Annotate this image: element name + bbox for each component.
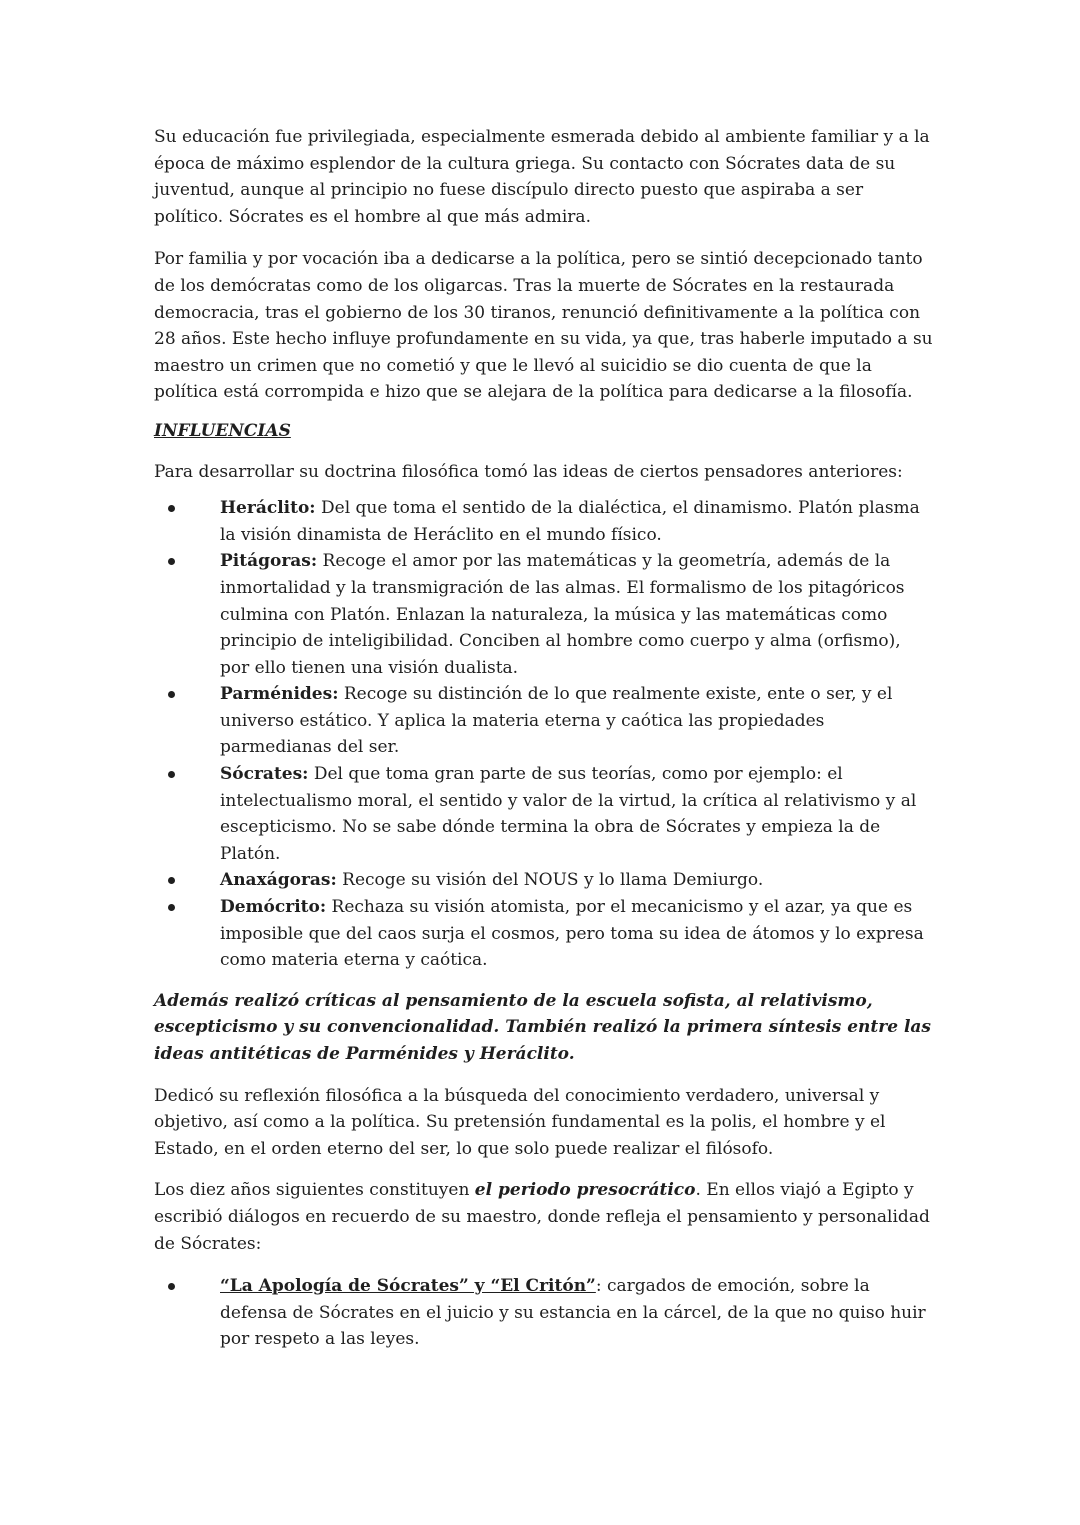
paragraph-reflection: Dedicó su reflexión filosófica a la búsqueda del conocimiento verdadero, universal y objetivo, así como a la política. Su pretensión fundamental es la polis, el hombre y el Estado, en el orden eterno del ser, lo que solo puede realizar el filósofo. [154,1085,886,1159]
influence-text: Recoge su distinción de lo que realmente existe, ente o ser, y el universo estático. Y aplica la materia eterna y caótica las propiedades parmedianas del ser. [220,684,893,758]
list-item [154,681,934,761]
document-page [154,124,934,1367]
paragraph-influences-intro: Para desarrollar su doctrina filosófica tomó las ideas de ciertos pensadores anteriores: [154,461,903,482]
influence-text: Del que toma el sentido de la dialéctica, el dinamismo. Platón plasma la visión dinamista de Heráclito en el mundo físico. [220,498,920,545]
bullet-icon [168,558,175,565]
text-run: Los diez años siguientes constituyen [154,1180,475,1201]
bullet-icon [168,771,175,778]
bullet-icon [168,691,175,698]
paragraph-education: Su educación fue privilegiada, especialmente esmerada debido al ambiente familiar y a la época de máximo esplendor de la cultura griega. Su contacto con Sócrates data de su juventud, aunque al principio no fuese discípulo directo puesto que aspiraba a ser político. Sócrates es el hombre al que más admira. [154,127,930,227]
list-item [154,495,934,548]
section-heading-influences: INFLUENCIAS [154,420,291,441]
text-run: . En ellos viajó a Egipto y escribió diálogos en recuerdo de su maestro, donde refleja el pensamiento y personalidad de Sócrates: [154,1180,930,1254]
influence-term: Demócrito: [220,897,327,918]
paragraph-critiques: Además realizó críticas al pensamiento de la escuela sofista, al relativismo, escepticismo y su convencionalidad. También realizó la primera síntesis entre las ideas antitéticas de Parménides y Heráclito. [154,990,931,1064]
bullet-icon [168,1283,175,1290]
influence-text: Recoge el amor por las matemáticas y la geometría, además de la inmortalidad y la transmigración de las almas. El formalismo de los pitagóricos culmina con Platón. Enlazan la naturaleza, la música y las matemáticas como principio de inteligibilidad. Conciben al hombre como cuerpo y alma (orfismo), por ello tienen una visión dualista. [220,551,905,678]
influence-text: Recoge su visión del NOUS y lo llama Demiurgo. [336,870,764,891]
bullet-icon [168,904,175,911]
list-item [154,867,934,894]
work-title: “La Apología de Sócrates” y “El Critón” [220,1276,596,1297]
work-text: : cargados de emoción, sobre la defensa de Sócrates en el juicio y su estancia en la cárcel, de la que no quiso huir por respeto a las leyes. [220,1276,926,1350]
list-item [154,894,934,974]
influence-text: Rechaza su visión atomista, por el mecanicismo y el azar, ya que es imposible que del caos surja el cosmos, pero toma su idea de átomos y lo expresa como materia eterna y caótica. [220,897,924,971]
influence-term: Anaxágoras: [220,870,337,891]
influence-term: Parménides: [220,684,339,705]
influence-term: Pitágoras: [220,551,318,572]
list-item [154,761,934,867]
list-item [154,1273,934,1353]
works-list [154,1273,934,1353]
influence-text: Del que toma gran parte de sus teorías, como por ejemplo: el intelectualismo moral, el sentido y valor de la virtud, la crítica al relativismo y al escepticismo. No se sabe dónde termina la obra de Sócrates y empieza la de Platón. [220,764,917,864]
influences-list [154,495,934,974]
list-item [154,548,934,681]
influence-term: Heráclito: [220,498,316,519]
influence-term: Sócrates: [220,764,309,785]
bullet-icon [168,877,175,884]
paragraph-presocratic-period [154,1177,934,1257]
paragraph-politics: Por familia y por vocación iba a dedicarse a la política, pero se sintió decepcionado tanto de los demócratas como de los oligarcas. Tras la muerte de Sócrates en la restaurada democracia, tras el gobierno de los 30 tiranos, renunció definitivamente a la política con 28 años. Este hecho influye profundamente en su vida, ya que, tras haberle imputado a su maestro un crimen que no cometió y que le llevó al suicidio se dio cuenta de que la política está corrompida e hizo que se alejara de la política para dedicarse a la filosofía. [154,249,933,403]
emphasis-period: el periodo presocrático [474,1180,696,1201]
bullet-icon [168,505,175,512]
